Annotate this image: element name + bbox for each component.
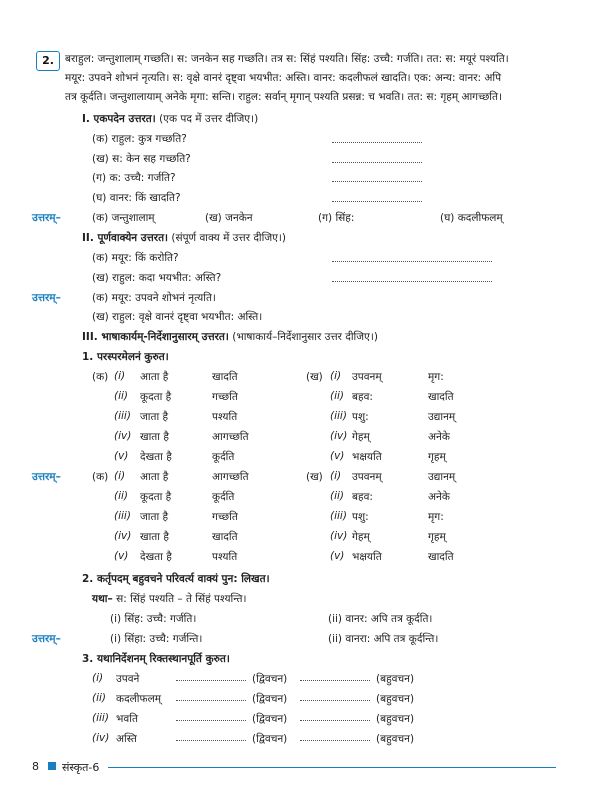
match-cell: मृग: [428,511,444,523]
match-cell: उद्यानम् [428,411,456,423]
question-item: (क) मयूर: किं करोति? [92,252,179,264]
number-label: (बहुवचन) [376,733,415,745]
number-label: (द्विवचन) [252,673,288,685]
answer-blank [332,201,422,202]
fill-word: कदलीफलम् [116,693,161,705]
match-cell: आगच्छति [212,471,249,483]
match-cell: गृहम् [428,451,446,463]
question-item: (ख) राहुल: कदा भयभीत: अस्ति? [92,272,222,284]
subsection-plural-heading: 2. कर्तृपदम् बहुवचने परिवर्त्य वाक्यं पुन: लिखत। [82,573,270,585]
match-cell: अनेके [428,431,450,443]
subsection-match-heading: 1. परस्परमेलनं कुरुत। [82,351,169,363]
match-cell: कूर्दति [212,451,235,463]
answer-blank [300,700,370,701]
roman-index: (iii) [114,510,131,522]
roman-index: (ii) [114,490,129,502]
match-cell: कूदता है [140,391,172,403]
number-label: (बहुवचन) [376,693,415,705]
match-cell: भक्षयति [352,451,382,463]
section-2-heading: II. पूर्णवाक्येन उत्तरत। (संपूर्ण वाक्य में उत्तर दीजिए।) [82,232,287,244]
match-cell: जाता है [140,411,169,423]
match-cell: देखता है [140,551,172,563]
number-label: (द्विवचन) [252,733,288,745]
match-cell: बहव: [352,491,373,503]
match-cell: खाता है [140,431,169,443]
match-cell: पशु: [352,511,369,523]
footer-square-icon [48,762,56,770]
match-cell: अनेके [428,491,450,503]
roman-index: (iv) [92,732,110,744]
roman-index: (ii) [330,490,345,502]
group-label: (क) [92,471,109,483]
answer-item: (ग) सिंह: [318,212,355,224]
match-cell: गृहम् [428,531,446,543]
answer-blank [332,281,492,282]
roman-index: (i) [330,470,342,482]
answer-blank [332,261,492,262]
match-cell: गेहम् [352,431,370,443]
roman-index: (iii) [330,510,347,522]
roman-index: (v) [114,450,129,462]
answer-blank [332,162,422,163]
answer-item: (ii) वानरा: अपि तत्र कूर्दन्ति। [328,633,439,645]
question-item: (i) सिंह: उच्चै: गर्जति। [110,613,197,625]
roman-index: (v) [330,550,345,562]
roman-index: (iii) [114,410,131,422]
answer-item: (ख) जनकेन [205,212,253,224]
match-cell: उपवनम् [352,471,382,483]
answer-blank [176,720,246,721]
match-cell: गच्छति [212,391,238,403]
passage-line: मयूर: उपवने शोभनं नृत्यति। स: वृक्षे वानरं दृष्ट्वा भयभीत: अस्ति। वानर: कदलीफलं खादति। एक: अन्य: वानर: अपि [65,72,502,84]
question-item: (क) राहुल: कुत्र गच्छति? [92,133,187,145]
match-cell: गच्छति [212,511,238,523]
match-cell: आता है [140,371,169,383]
match-cell: जाता है [140,511,169,523]
roman-index: (ii) [92,692,107,704]
number-label: (द्विवचन) [252,693,288,705]
roman-index: (i) [114,370,126,382]
question-item: (ग) क: उच्चै: गर्जति? [92,172,176,184]
match-cell: खाता है [140,531,169,543]
roman-index: (v) [114,550,129,562]
match-cell: कूदता है [140,491,172,503]
answer-item: (क) मयूर: उपवने शोभनं नृत्यति। [92,292,216,304]
passage-line: बराहुल: जन्तुशालाम् गच्छति। स: जनकेन सह गच्छति। तत्र स: सिंहं पश्यति। सिंह: उच्चै: गर्जति। तत: स: मयूरं पश्यति। [65,53,509,65]
answer-blank [176,740,246,741]
group-label: (ख) [306,371,323,383]
example-line: यथा– स: सिंहं पश्यति – ते सिंहं पश्यन्ति। [92,593,247,605]
match-cell: पशु: [352,411,369,423]
roman-index: (iv) [330,430,348,442]
answer-item: (घ) कदलीफलम् [440,212,503,224]
number-label: (बहुवचन) [376,713,415,725]
answer-blank [300,740,370,741]
match-cell: उद्यानम् [428,471,456,483]
answer-item: (i) सिंहा: उच्चै: गर्जन्ति। [110,633,203,645]
footer-rule [108,767,556,768]
match-cell: बहव: [352,391,373,403]
question-item: (ख) स: केन सह गच्छति? [92,153,191,165]
answer-label: उत्तरम्– [32,471,61,483]
roman-index: (ii) [330,390,345,402]
number-label: (बहुवचन) [376,673,415,685]
answer-label: उत्तरम्– [32,292,61,304]
match-cell: आता है [140,471,169,483]
roman-index: (i) [114,470,126,482]
question-item: (घ) वानर: किं खादति? [92,192,181,204]
answer-item: (ख) राहुल: वृक्षे वानरं दृष्ट्वा भयभीत: अस्ति। [92,311,263,323]
match-cell: उपवनम् [352,371,382,383]
question-number-badge: 2. [36,51,60,71]
page-number: 8 [32,760,39,773]
fill-word: अस्ति [116,733,137,745]
section-3-heading: III. भाषाकार्यम्-निर्देशानुसारम् उत्तरत। (भाषाकार्य–निर्देशानुसार उत्तर दीजिए।) [82,331,378,343]
roman-index: (ii) [114,390,129,402]
roman-index: (i) [330,370,342,382]
match-cell: पश्यति [212,411,238,423]
answer-blank [300,720,370,721]
answer-blank [176,680,246,681]
passage [65,50,585,107]
match-cell: आगच्छति [212,431,249,443]
match-cell: पश्यति [212,551,238,563]
roman-index: (i) [92,672,104,684]
match-cell: खादति [428,551,454,563]
group-label: (ख) [306,471,323,483]
match-cell: खादति [212,371,238,383]
number-label: (द्विवचन) [252,713,288,725]
answer-label: उत्तरम्– [32,212,61,224]
roman-index: (iv) [330,530,348,542]
book-title: संस्कृत-6 [62,761,100,774]
roman-index: (iii) [330,410,347,422]
answer-blank [332,181,422,182]
group-label: (क) [92,371,109,383]
answer-blank [300,680,370,681]
match-cell: खादति [212,531,238,543]
answer-blank [176,700,246,701]
roman-index: (iv) [114,530,132,542]
fill-word: उपवने [116,673,140,685]
roman-index: (v) [330,450,345,462]
match-cell: कूर्दति [212,491,235,503]
match-cell: भक्षयति [352,551,382,563]
fill-word: भवति [116,713,138,725]
answer-item: (क) जन्तुशालाम् [92,212,155,224]
subsection-fill-heading: 3. यथानिर्देशनम् रिक्तस्थानपूर्ति कुरुत। [82,653,230,665]
section-1-heading: I. एकपदेन उत्तरत। (एक पद में उत्तर दीजिए।) [82,113,259,125]
roman-index: (iii) [92,712,109,724]
match-cell: खादति [428,391,454,403]
roman-index: (iv) [114,430,132,442]
passage-line: तत्र कूर्दति। जन्तुशालायाम् अनेके मृगा: सन्ति। राहुल: सर्वान् मृगान् पश्यति प्रसन्न: च भवति। तत: स: गृहम् आगच्छति। [65,91,502,103]
question-item: (ii) वानर: अपि तत्र कूर्दति। [328,613,433,625]
match-cell: गेहम् [352,531,370,543]
match-cell: मृग: [428,371,444,383]
match-cell: देखता है [140,451,172,463]
answer-blank [332,142,422,143]
answer-label: उत्तरम्– [32,633,61,645]
